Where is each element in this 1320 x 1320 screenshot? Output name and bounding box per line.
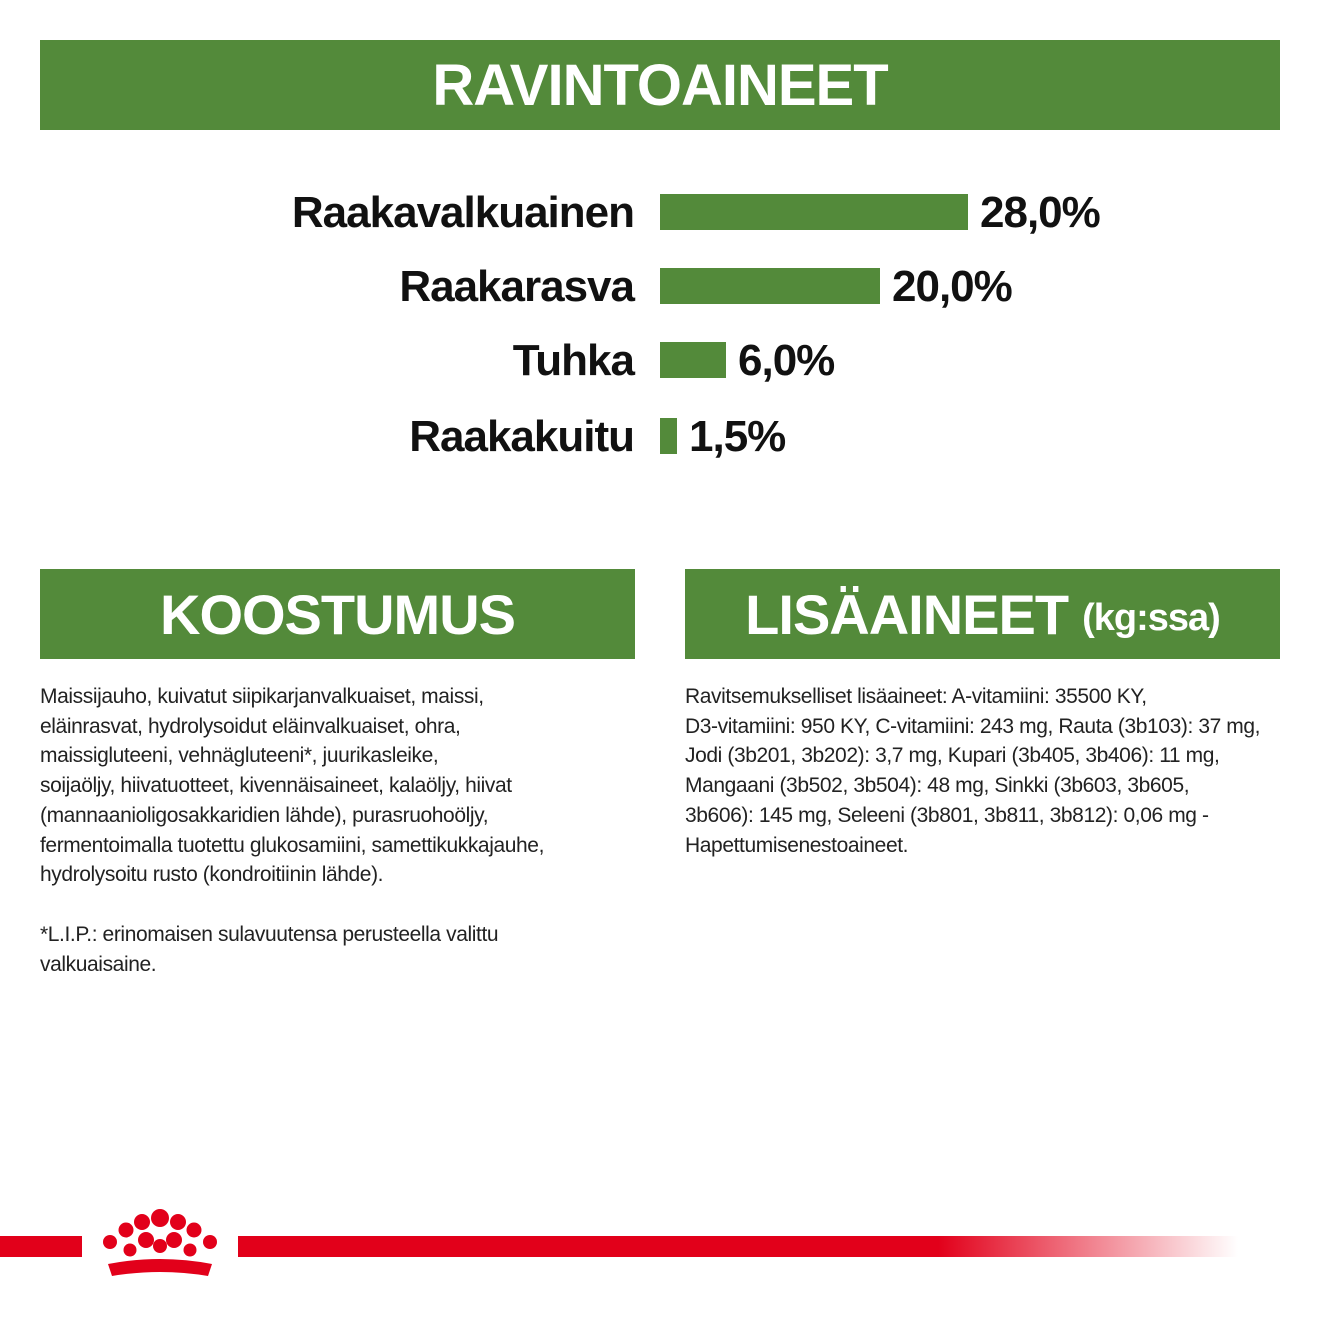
text-line: 3b606): 145 mg, Seleeni (3b801, 3b811, 3b812): 0,06 mg - — [685, 803, 1209, 827]
additives-subtitle: (kg:ssa) — [1082, 596, 1220, 639]
nutrient-label: Tuhka — [512, 336, 634, 385]
text-line: Mangaani (3b502, 3b504): 48 mg, Sinkki (3b603, 3b605, — [685, 774, 1190, 798]
nutrient-bar — [660, 418, 677, 454]
nutrient-bar — [660, 342, 726, 378]
footer-red-line-right — [238, 1236, 1238, 1257]
composition-header-banner — [40, 569, 635, 659]
nutrient-value: 20,0% — [892, 262, 1012, 311]
text-line: (mannaanioligosakkaridien lähde), purasruohoöljy, — [40, 803, 489, 827]
text-line: Ravitsemukselliset lisäaineet: A-vitamiini: 35500 KY, — [685, 685, 1147, 708]
text-line: maissigluteeni, vehnägluteeni*, juurikasleike, — [40, 744, 439, 768]
additives-header-banner — [685, 569, 1280, 659]
nutrient-row-fat — [0, 260, 1320, 314]
nutrient-row-protein — [0, 186, 1320, 240]
nutrient-value: 1,5% — [689, 412, 786, 461]
text-line: valkuaisaine. — [40, 952, 157, 976]
nutrient-bar — [660, 268, 880, 304]
text-line: soijaöljy, hiivatuotteet, kivennäisaineet, kalaöljy, hiivat — [40, 774, 512, 798]
additives-title: LISÄAINEET — [745, 582, 1069, 646]
text-line: Maissijauho, kuivatut siipikarjanvalkuaiset, maissi, — [40, 685, 484, 708]
nutrients-title: RAVINTOAINEET — [432, 52, 888, 118]
composition-text — [40, 682, 640, 890]
text-line: eläinrasvat, hydrolysoidut eläinvalkuaiset, ohra, — [40, 714, 461, 738]
nutrient-label: Raakarasva — [399, 262, 634, 311]
additives-text — [685, 682, 1285, 860]
text-line: D3-vitamiini: 950 KY, C-vitamiini: 243 mg, Rauta (3b103): 37 mg, — [685, 714, 1261, 738]
composition-footnote — [40, 920, 640, 979]
nutrient-value: 28,0% — [980, 188, 1100, 237]
text-line: Jodi (3b201, 3b202): 3,7 mg, Kupari (3b405, 3b406): 11 mg, — [685, 744, 1220, 768]
nutrient-bar — [660, 194, 968, 230]
text-line: fermentoimalla tuotettu glukosamiini, samettikukkajauhe, — [40, 833, 545, 857]
royal-canin-crown-icon — [90, 1206, 230, 1288]
text-line: hydrolysoitu rusto (kondroitiinin lähde). — [40, 863, 384, 887]
nutrient-row-ash — [0, 334, 1320, 388]
nutrient-label: Raakakuitu — [409, 412, 634, 461]
composition-title: KOOSTUMUS — [160, 582, 515, 646]
nutrient-row-fibre — [0, 410, 1320, 464]
footer-red-line-left — [0, 1236, 82, 1257]
nutrients-header-banner — [40, 40, 1280, 130]
nutrient-value: 6,0% — [738, 336, 835, 385]
text-line: Hapettumisenestoaineet. — [685, 833, 909, 857]
text-line: *L.I.P.: erinomaisen sulavuutensa perusteella valittu — [40, 923, 499, 946]
nutrient-label: Raakavalkuainen — [291, 188, 634, 237]
